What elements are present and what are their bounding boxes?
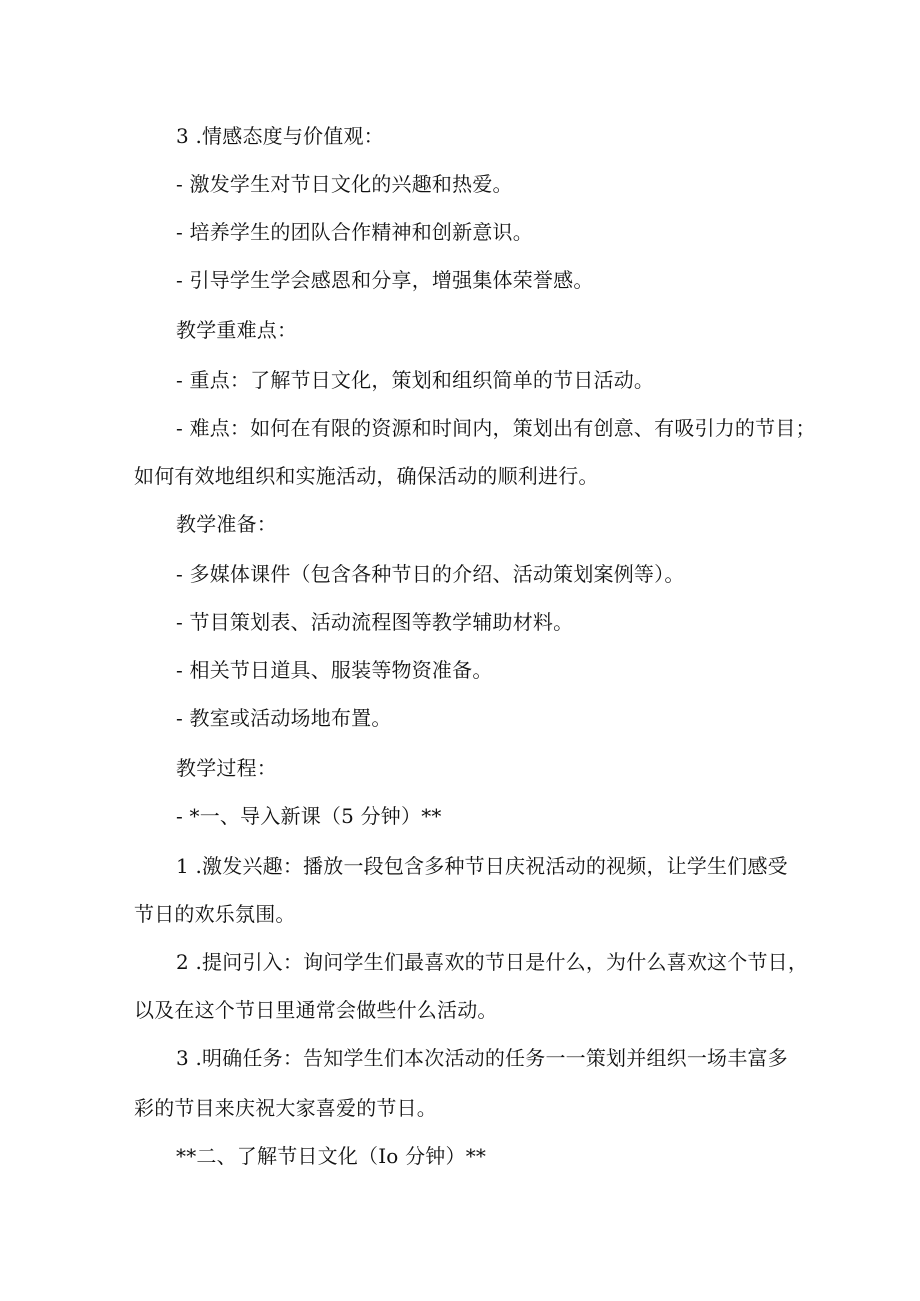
heading-emotional-goals: 3 .情感态度与价值观： <box>176 124 384 148</box>
paragraph-continuation: 节日的欢乐氛围。 <box>134 902 296 926</box>
paragraph-continuation: 如何有效地组织和实施活动，确保活动的顺利进行。 <box>134 464 599 488</box>
list-item: - 多媒体课件（包含各种节日的介绍、活动策划案例等）。 <box>176 562 685 586</box>
list-item: - 节目策划表、活动流程图等教学辅助材料。 <box>176 610 574 634</box>
list-item: - 引导学生学会感恩和分享，增强集体荣誉感。 <box>176 268 594 292</box>
list-item: - 激发学生对节日文化的兴趣和热爱。 <box>176 172 513 196</box>
paragraph-continuation: 以及在这个节日里通常会做些什么活动。 <box>134 998 498 1022</box>
numbered-paragraph: 1 .激发兴趣：播放一段包含多种节日庆祝活动的视频，让学生们感受 <box>176 854 788 878</box>
list-item: - 重点：了解节日文化，策划和组织简单的节日活动。 <box>176 368 655 392</box>
numbered-paragraph: 3 .明确任务：告知学生们本次活动的任务一一策划并组织一场丰富多 <box>176 1046 788 1070</box>
numbered-paragraph: 2 .提问引入：询问学生们最喜欢的节日是什么，为什么喜欢这个节日， <box>176 950 809 974</box>
list-item: - 培养学生的团队合作精神和创新意识。 <box>176 220 533 244</box>
section-heading-key-points: 教学重难点： <box>176 318 298 342</box>
list-item: - 难点：如何在有限的资源和时间内，策划出有创意、有吸引力的节目； <box>176 416 816 440</box>
section-heading-preparation: 教学准备： <box>176 512 277 536</box>
list-item: - 教室或活动场地布置。 <box>176 706 392 730</box>
list-item: - 相关节日道具、服装等物资准备。 <box>176 658 493 682</box>
section-heading-process: 教学过程： <box>176 756 277 780</box>
paragraph-continuation: 彩的节目来庆祝大家喜爱的节日。 <box>134 1096 437 1120</box>
subsection-heading: - *一、导入新课（5 分钟）** <box>176 804 442 828</box>
subsection-heading: **二、了解节日文化（Io 分钟）** <box>176 1144 487 1168</box>
